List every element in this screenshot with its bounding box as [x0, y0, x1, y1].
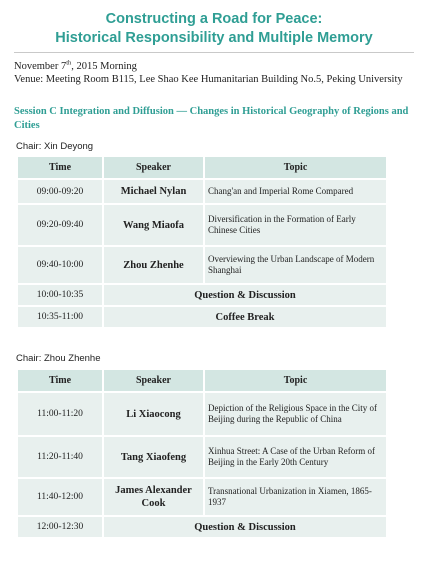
chair-label-1: Chair: Xin Deyong: [16, 141, 94, 152]
session-heading: Session C Integration and Diffusion — Changes in Historical Geography of Regions and Cities: [14, 106, 409, 131]
title-line-2: Historical Responsibility and Multiple Memory: [55, 30, 373, 46]
table-row: [18, 205, 386, 245]
date-rest: , 2015 Morning: [71, 61, 137, 72]
event-venue: Venue: Meeting Room B115, Lee Shao Kee Humanitarian Building No.5, Peking University: [14, 74, 403, 85]
table-header-row: [18, 157, 386, 178]
time-cell: 10:00-10:35: [18, 285, 102, 305]
time-cell: 11:20-11:40: [18, 437, 102, 477]
table-row: [18, 247, 386, 283]
time-cell: 12:00-12:30: [18, 517, 102, 537]
table-row: [18, 479, 386, 515]
column-header-topic: Topic: [205, 370, 386, 391]
date-main: November 7: [14, 61, 67, 72]
speaker-cell: James Alexander Cook: [104, 479, 203, 515]
time-cell: 11:00-11:20: [18, 393, 102, 435]
speaker-cell: Tang Xiaofeng: [104, 437, 203, 477]
event-info: [14, 60, 414, 86]
table-row-break: [18, 307, 386, 327]
speaker-cell: Wang Miaofa: [104, 205, 203, 245]
table-header-row: [18, 370, 386, 391]
speaker-cell: Zhou Zhenhe: [104, 247, 203, 283]
topic-cell: Transnational Urbanization in Xiamen, 1865-1937: [205, 479, 386, 515]
title-divider: [14, 52, 414, 53]
topic-cell: Xinhua Street: A Case of the Urban Reform of Beijing in the Early 20th Century: [205, 437, 386, 477]
table-row-discussion: [18, 285, 386, 305]
speaker-cell: Li Xiaocong: [104, 393, 203, 435]
session-break-label: Question & Discussion: [104, 285, 386, 305]
time-cell: 10:35-11:00: [18, 307, 102, 327]
time-cell: 11:40-12:00: [18, 479, 102, 515]
topic-cell: Chang'an and Imperial Rome Compared: [205, 180, 386, 203]
chair-label-2: Chair: Zhou Zhenhe: [16, 353, 101, 364]
event-date: [14, 60, 414, 73]
table-row: [18, 393, 386, 435]
session-break-label: Question & Discussion: [104, 517, 386, 537]
table-row-discussion: [18, 517, 386, 537]
column-header-speaker: Speaker: [104, 370, 203, 391]
topic-cell: Diversification in the Formation of Early Chinese Cities: [205, 205, 386, 245]
column-header-time: Time: [18, 370, 102, 391]
page-title: [0, 10, 428, 48]
time-cell: 09:40-10:00: [18, 247, 102, 283]
topic-cell: Depiction of the Religious Space in the City of Beijing during the Republic of China: [205, 393, 386, 435]
time-cell: 09:20-09:40: [18, 205, 102, 245]
topic-cell: Overviewing the Urban Landscape of Modern Shanghai: [205, 247, 386, 283]
table-row: [18, 437, 386, 477]
column-header-speaker: Speaker: [104, 157, 203, 178]
time-cell: 09:00-09:20: [18, 180, 102, 203]
title-line-1: Constructing a Road for Peace:: [105, 11, 323, 27]
date-suffix: th: [66, 59, 72, 67]
speaker-cell: Michael Nylan: [104, 180, 203, 203]
column-header-time: Time: [18, 157, 102, 178]
session-break-label: Coffee Break: [104, 307, 386, 327]
schedule-table-1: [16, 155, 388, 329]
table-row: [18, 180, 386, 203]
column-header-topic: Topic: [205, 157, 386, 178]
schedule-table-2: [16, 368, 388, 539]
